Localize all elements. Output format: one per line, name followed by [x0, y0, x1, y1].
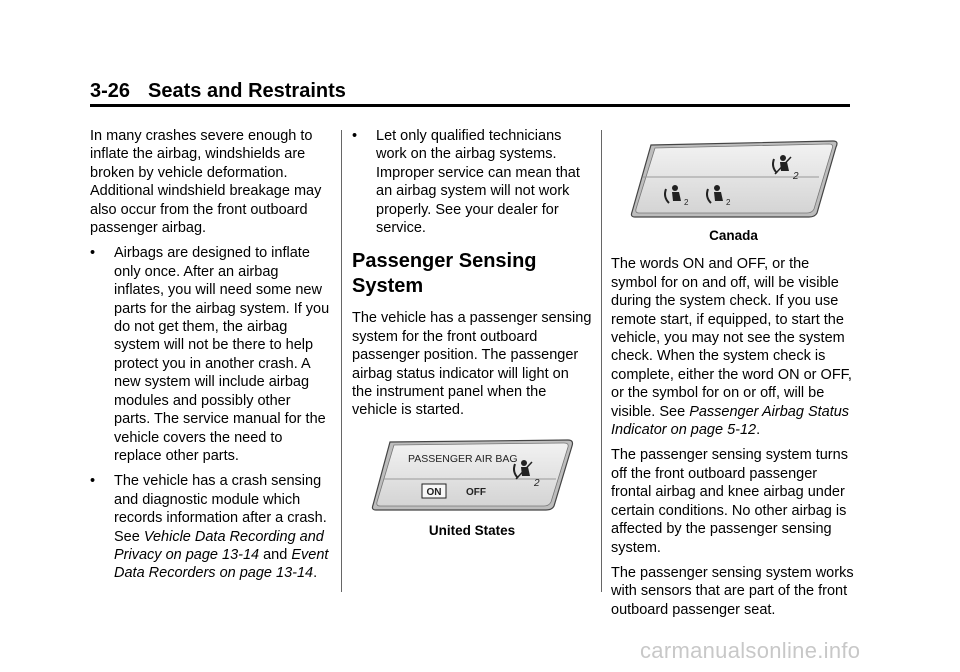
us-indicator-figure — [370, 434, 575, 516]
bullet-text: . — [313, 565, 318, 582]
column-2 — [352, 127, 592, 550]
section-heading: Passenger Sensing System — [352, 250, 537, 298]
bullet-glyph: • — [90, 245, 96, 262]
figure-off-label: OFF — [465, 486, 486, 498]
bullet-text: The vehicle has a crash sensing and diagnostic module which records information after a crash. See — [114, 473, 327, 545]
bullet-item — [90, 244, 330, 465]
watermark-text: carmanualsonline.info — [640, 638, 861, 663]
canada-indicator-figure — [629, 133, 839, 221]
column-divider-1 — [341, 130, 342, 592]
body-text: The words ON and OFF, or the symbol for on and off, will be visible during the system check. If you use remote start, if equipped, to start the vehicle, you may not see the system check. When the system check is complete, either the word ON or OFF, or the symbol for on or off, will be visible. See — [611, 256, 852, 420]
bullet-glyph: • — [90, 473, 96, 490]
body-paragraph — [611, 255, 856, 439]
figure-subscript: 2 — [725, 198, 730, 207]
cross-reference-link[interactable]: Vehicle Data Recording and Privacy on page 13-14 — [114, 528, 324, 563]
header-rule — [90, 104, 850, 107]
column-3 — [611, 127, 856, 626]
figure-caption-us: United States — [428, 522, 516, 538]
figure-caption-canada: Canada — [709, 228, 758, 243]
figure-subscript: 2 — [683, 198, 688, 207]
bullet-text: Let only qualified technicians work on the airbag systems. Improper service can mean that an airbag system will not work properly. See your dealer for service. — [376, 128, 580, 237]
column-1 — [90, 127, 330, 590]
section-title: Seats and Restraints — [148, 80, 346, 102]
body-paragraph: The passenger sensing system turns off the front outboard passenger frontal airbag and knee airbag under certain conditions. No other airbag is affected by the passenger sensing system. — [611, 447, 848, 556]
cross-reference-link[interactable]: Event Data Recorders on page 13-14 — [114, 546, 329, 582]
body-paragraph: The vehicle has a passenger sensing system for the front outboard passenger position. The passenger airbag status indicator will light on the instrument panel when the vehicle is started. — [352, 310, 592, 419]
bullet-item — [90, 472, 330, 582]
figure-label: PASSENGER AIR BAG — [407, 452, 518, 465]
body-text: . — [756, 422, 761, 439]
column-divider-2 — [601, 130, 602, 592]
figure-on-label: ON — [426, 486, 441, 498]
bullet-glyph: • — [352, 128, 358, 144]
figure-subscript: 2 — [792, 171, 799, 182]
body-paragraph: The passenger sensing system works with sensors that are part of the front outboard passenger seat. — [611, 564, 854, 618]
page-number: 3-26 — [90, 80, 131, 102]
bullet-text: Airbags are designed to inflate only once. After an airbag inflates, you will need some new parts for the airbag system. If you do not get them, the airbag system will not be there to help protect you in another crash. A new system will include airbag modules and possibly other parts. The service manual for the vehicle covers the need to replace other parts. — [114, 245, 330, 464]
cross-reference-link[interactable]: Passenger Airbag Status Indicator on page 5-12 — [611, 403, 850, 439]
bullet-text: and — [259, 546, 292, 563]
bullet-item — [352, 127, 592, 237]
figure-subscript: 2 — [533, 477, 540, 489]
page-header — [90, 80, 346, 103]
intro-paragraph: In many crashes severe enough to inflate the airbag, windshields are broken by vehicle deformation. Additional windshield breakage may also occur from the front outboard passenger airbag. — [90, 128, 322, 237]
